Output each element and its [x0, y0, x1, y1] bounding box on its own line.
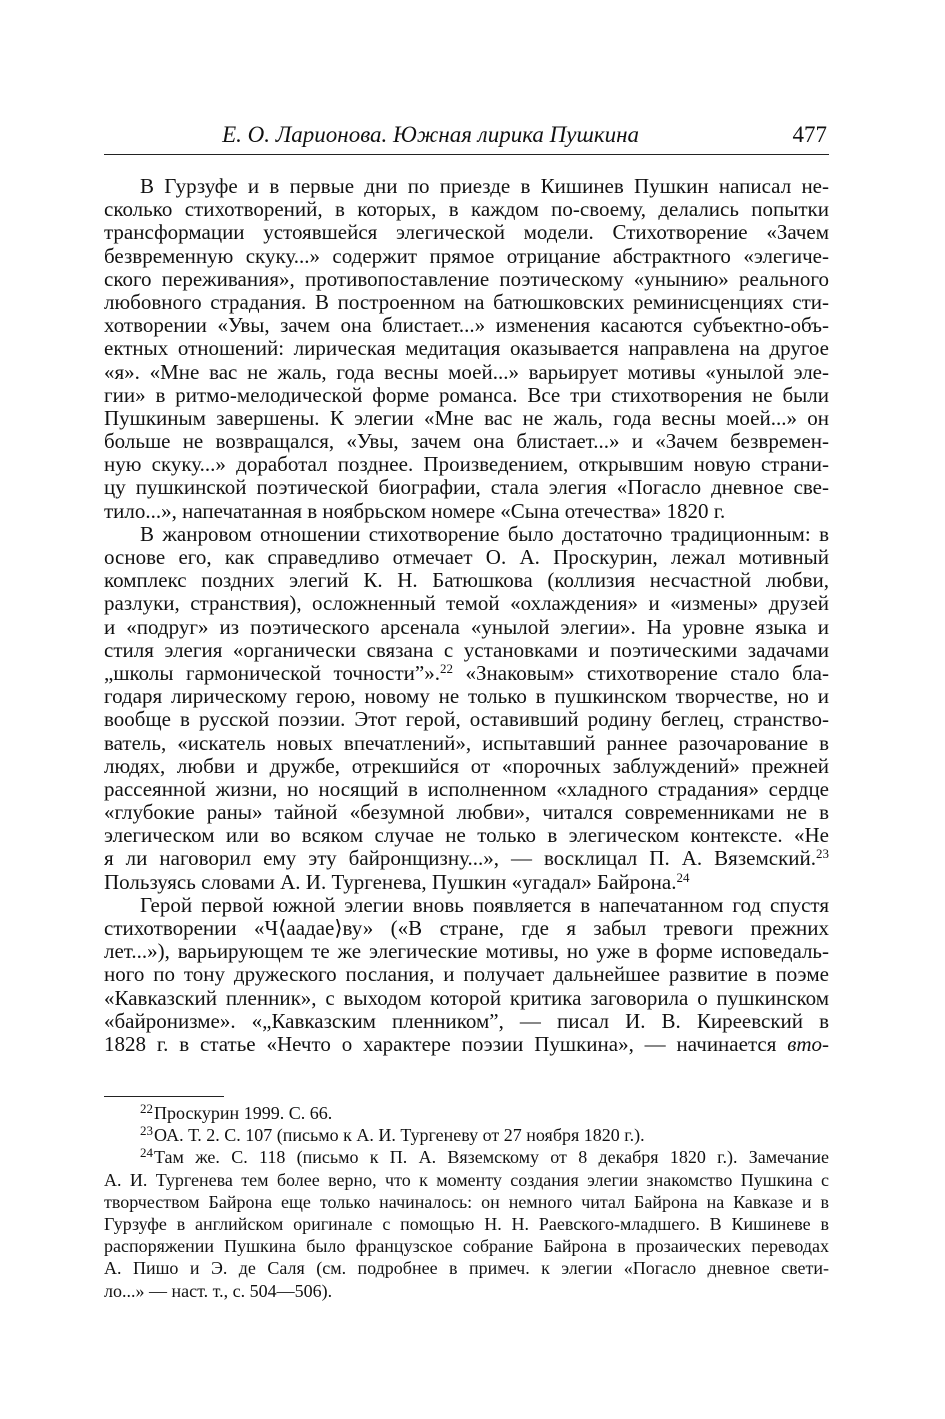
- text-line: больше не возвращался, «Увы, зачем она блистает...» и «Зачем безвремен-: [104, 429, 829, 454]
- text-line: ную скуку...» доработал позднее. Произведением, открывшим новую страни-: [104, 452, 829, 477]
- footnote-line: Гурзуфе в английском оригинале с помощью Н. Н. Раевского-младшего. В Кишиневе в: [104, 1213, 829, 1234]
- text-line: В Гурзуфе и в первые дни по приезде в Кишинев Пушкин написал не-: [140, 174, 829, 198]
- text-line: вообще в русской поэзии. Этот герой, оставивший родину беглец, странство-: [104, 707, 829, 732]
- text-line: [104, 1033, 829, 1056]
- footnote-number: 22: [140, 1101, 153, 1116]
- italic-hyphenated-word: вто-: [787, 1031, 830, 1056]
- text-line: Герой первой южной элегии вновь появляется в напечатанном год спустя: [140, 892, 829, 917]
- footnote-24: [104, 1146, 829, 1168]
- footnote-line: ло...» — наст. т., с. 504—506).: [104, 1280, 333, 1301]
- footnotes: [104, 1102, 829, 1302]
- footnote-22: [104, 1102, 829, 1124]
- text-line: «Кавказский пленник», с выходом которой критика заговорила о пушкинском: [104, 985, 829, 1010]
- text-segment: „школы гармонической точности”».: [104, 660, 440, 685]
- text-line: ватель, «искатель новых впечатлений», испытавший раннее разочарование в: [104, 730, 829, 755]
- text-line: стиля элегия «органически связана с установками и поэтическими задачами: [104, 637, 829, 662]
- text-line: рассеянной жизни, но носящий в исполненном «хладного страдания» сердце: [104, 776, 829, 801]
- text-line-with-note: [104, 847, 829, 870]
- text-line: хотворении «Увы, зачем она блистает...» изменения касаются субъектно-объ-: [104, 313, 829, 338]
- footnote-ref-24[interactable]: 24: [676, 869, 690, 885]
- text-line: безвременную скуку...» содержит прямое отрицание абстрактного «элегиче-: [104, 243, 829, 268]
- text-line: годаря лирическому герою, новому не только в пушкинском творчестве, но и: [104, 684, 829, 709]
- text-line: элегическом или во всяком случае не только в элегическом контексте. «Не: [104, 823, 829, 848]
- text-line: основе его, как справедливо отмечает О. А. Проскурин, лежал мотивный: [104, 545, 829, 569]
- text-line: ектных отношений: лирическая медитация оказывается направлена на другое: [104, 336, 829, 361]
- text-line: «глубокие раны» тайной «безумной любви», читался современниками не в: [104, 800, 829, 825]
- text-line: «байронизме». «„Кавказским пленником”, — писал И. В. Киреевский в: [104, 1008, 829, 1033]
- text-line: любовного страдания. В построенном на батюшковских реминисценциях сти-: [104, 289, 829, 314]
- footnote-number: 23: [140, 1123, 153, 1139]
- text-line: Пушкиным завершены. К элегии «Мне вас не жаль, года весны моей...» он: [104, 405, 829, 430]
- text-line: трансформации устоявшейся элегической модели. Стихотворение «Зачем: [104, 220, 829, 245]
- text-line: разлуки, странствия), осложненный темой «охлаждения» и «измены» друзей: [104, 591, 829, 616]
- footnote-line: А. Пишо и Э. де Саля (см. подробнее в примеч. к элегии «Погасло дневное свети-: [104, 1258, 829, 1279]
- footnote-number: 24: [140, 1145, 153, 1161]
- text-line: людях, любви и дружбе, отрекшийся от «порочных заблуждений» прежней: [104, 753, 829, 778]
- footnote-text: Там же. С. 118 (письмо к П. А. Вяземскому от 8 декабря 1820 г.). Замечание: [154, 1147, 829, 1168]
- footnote-line: распоряжении Пушкина было французское собрание Байрона в прозаических переводах: [104, 1236, 829, 1257]
- text-segment: «Знаковым» стихотворение стало бла-: [465, 660, 829, 685]
- footnote-ref-22[interactable]: 22: [439, 660, 453, 676]
- text-segment: Пользуясь словами А. И. Тургенева, Пушкин «угадал» Байрона.: [104, 869, 677, 894]
- text-line: ного по тону дружеского послания, и получает дальнейшее развитие в поэме: [104, 962, 829, 987]
- text-line: комплекс поздних элегий К. Н. Батюшкова (коллизия несчастной любви,: [104, 568, 829, 593]
- text-line-with-note: [104, 871, 829, 894]
- footnote-text: Проскурин 1999. С. 66.: [154, 1103, 333, 1123]
- text-line: гии» в ритмо-мелодической форме романса. Все три стихотворения не были: [104, 382, 829, 407]
- text-line: ского переживания», противопоставление поэтическому «унынию» реального: [104, 266, 829, 291]
- text-segment: 1828 г. в статье «Нечто о характере поэзии Пушкина», — начинается: [104, 1031, 777, 1056]
- text-line: «я». «Мне вас не жаль, года весны моей...» варьирует мотивы «унылой эле-: [104, 359, 829, 384]
- footnote-23: [104, 1124, 829, 1146]
- footnote-ref-23[interactable]: 23: [816, 846, 829, 862]
- text-line: и «подруг» из поэтического арсенала «унылой элегии». На уровне языка и: [104, 614, 829, 639]
- text-line: стихотворении «Ч⟨аадае⟩ву» («В стране, где я забыл тревоги прежних: [104, 916, 829, 940]
- text-line: тило...», напечатанная в ноябрьском номере «Сына отечества» 1820 г.: [104, 498, 726, 523]
- text-line: сколько стихотворений, в которых, в каждом по-своему, делались попытки: [104, 197, 829, 222]
- running-head: [104, 120, 829, 155]
- page-number: 477: [792, 122, 827, 147]
- text-segment: я ли наговорил ему эту байронщизну...», — восклицал П. А. Вяземский.: [104, 846, 816, 871]
- text-line-with-note: [104, 662, 829, 685]
- text-line: В жанровом отношении стихотворение было достаточно традиционным: в: [140, 521, 829, 546]
- footnote-line: А. И. Тургенева тем более верно, что к моменту создания элегии знакомство Пушкина с: [104, 1169, 829, 1190]
- footnote-divider: [104, 1096, 224, 1097]
- main-text: [104, 175, 829, 1056]
- running-title: Е. О. Ларионова. Южная лирика Пушкина: [222, 122, 639, 147]
- text-line: лет...»), варьирующем те же элегические мотивы, но уже в форме исповедаль-: [104, 939, 829, 964]
- footnote-line: творчеством Байрона еще только начиналось: он немного читал Байрона на Кавказе и в: [104, 1191, 829, 1212]
- text-line: цу пушкинской поэтической биографии, стала элегия «Погасло дневное све-: [104, 475, 829, 500]
- footnote-text: ОА. Т. 2. С. 107 (письмо к А. И. Тургеневу от 27 ноября 1820 г.).: [154, 1125, 645, 1146]
